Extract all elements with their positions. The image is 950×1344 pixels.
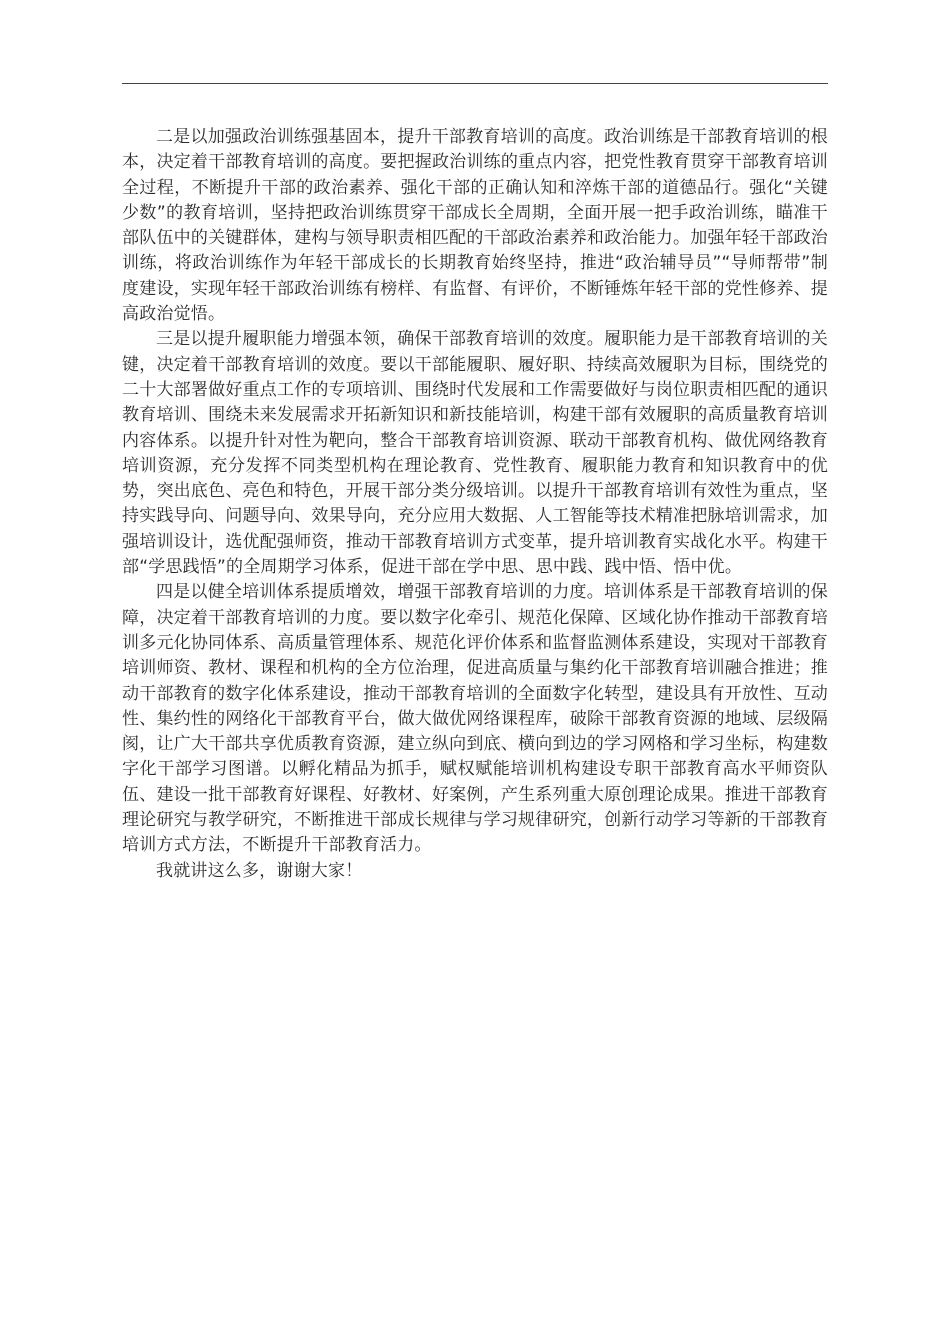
paragraph-training-system: 四是以健全培训体系提质增效，增强干部教育培训的力度。培训体系是干部教育培训的保障，决定着干部教育培训的力度。要以数字化牵引、规范化保障、区域化协作推动干部教育培训多元化协同体系、高质量管理体系、规范化评价体系和监督监测体系建设，实现对干部教育培训师资、教材、课程和机构的全方位治理，促进高质量与集约化干部教育培训融合推进；推动干部教育的数字化体系建设，推动干部教育培训的全面数字化转型，建设具有开放性、互动性、集约性的网络化干部教育平台，做大做优网络课程库，破除干部教育资源的地域、层级隔阂，让广大干部共享优质教育资源，建立纵向到底、横向到边的学习网格和学习坐标，构建数字化干部学习图谱。以孵化精品为抓手，赋权赋能培训机构建设专职干部教育高水平师资队伍、建设一批干部教育好课程、好教材、好案例，产生系列重大原创理论成果。推进干部教育理论研究与教学研究，不断推进干部成长规律与学习规律研究，创新行动学习等新的干部教育培训方式方法，不断提升干部教育活力。 [122, 582, 828, 856]
document-body [122, 125, 828, 884]
paragraph-political-training: 二是以加强政治训练强基固本，提升干部教育培训的高度。政治训练是干部教育培训的根本，决定着干部教育培训的高度。要把握政治训练的重点内容，把党性教育贯穿干部教育培训全过程，不断提升干部的政治素养、强化干部的正确认知和淬炼干部的道德品行。强化“关键少数”的教育培训，坚持把政治训练贯穿干部成长全周期，全面开展一把手政治训练，瞄准干部队伍中的关键群体，建构与领导职责相匹配的干部政治素养和政治能力。加强年轻干部政治训练，将政治训练作为年轻干部成长的长期教育始终坚持，推进“政治辅导员”“导师帮带”制度建设，实现年轻干部政治训练有榜样、有监督、有评价，不断锤炼年轻干部的党性修养、提高政治觉悟。 [122, 127, 828, 325]
paragraph-performance-ability: 三是以提升履职能力增强本领，确保干部教育培训的效度。履职能力是干部教育培训的关键，决定着干部教育培训的效度。要以干部能履职、履好职、持续高效履职为目标，围绕党的二十大部署做好重点工作的专项培训、围绕时代发展和工作需要做好与岗位职责相匹配的通识教育培训、围绕未来发展需求开拓新知识和新技能培训，构建干部有效履职的高质量教育培训内容体系。以提升针对性为靶向，整合干部教育培训资源、联动干部教育机构、做优网络教育培训资源，充分发挥不同类型机构在理论教育、党性教育、履职能力教育和知识教育中的优势，突出底色、亮色和特色，开展干部分类分级培训。以提升干部教育培训有效性为重点，坚持实践导向、问题导向、效果导向，充分应用大数据、人工智能等技术精准把脉培训需求，加强培训设计，选优配强师资，推动干部教育培训方式变革，提升培训教育实战化水平。构建干部“学思践悟”的全周期学习体系，促进干部在学中思、思中践、践中悟、悟中优。 [122, 329, 828, 578]
paragraph-closing: 我就讲这么多，谢谢大家！ [156, 860, 363, 881]
header-divider [122, 83, 828, 84]
